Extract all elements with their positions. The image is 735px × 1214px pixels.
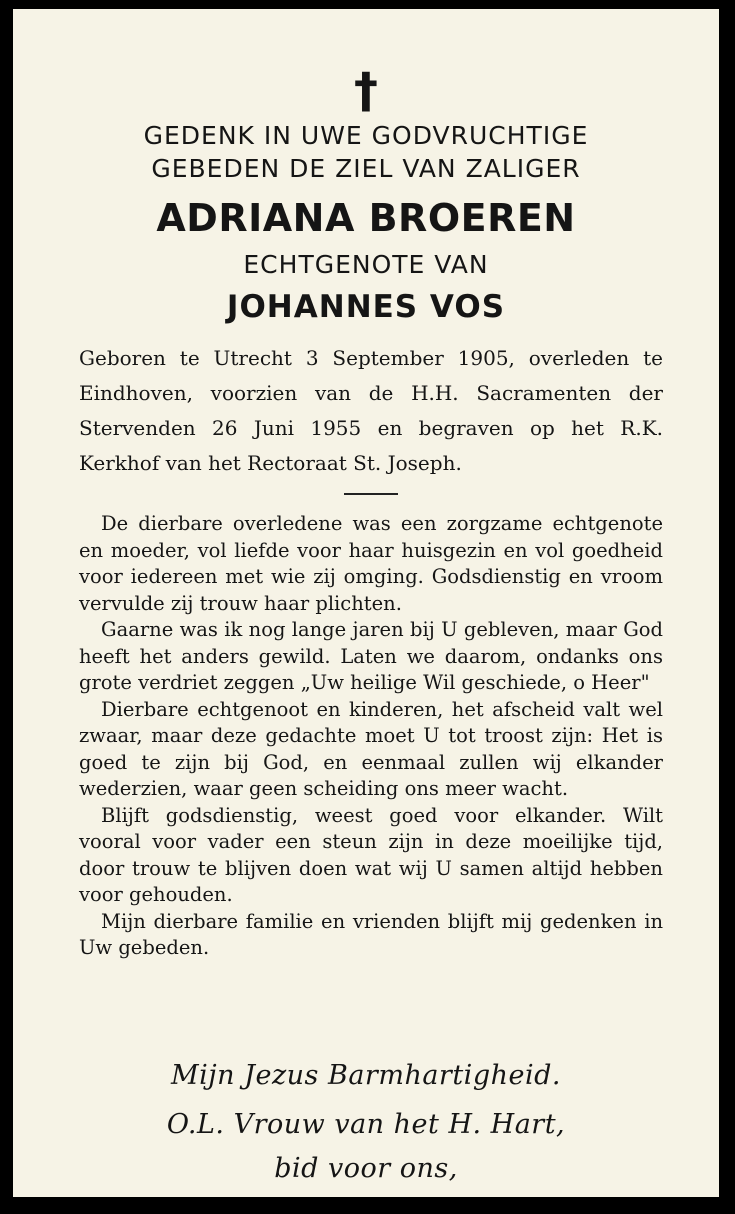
paragraph: Blijft godsdienstig, weest goed voor elkander. Wilt vooral voor vader een steun zijn in deze moeilijke tijd, door trouw te blijven doen wat wij U samen altijd hebben voor gehouden. bbox=[79, 803, 663, 906]
prayer-line-1: Mijn Jezus Barmhartigheid. bbox=[171, 1060, 561, 1091]
memorial-text bbox=[79, 511, 663, 962]
heading-line-1: GEDENK IN UWE GODVRUCHTIGE bbox=[143, 121, 589, 150]
spouse-name: JOHANNES VOS bbox=[226, 289, 506, 325]
memorial-card bbox=[13, 9, 719, 1197]
paragraph: Dierbare echtgenoot en kinderen, het afscheid valt wel zwaar, maar deze gedachte moet U tot troost zijn: Het is goed te zijn bij God, en eenmaal zullen wij elkander wederzien, waar geen scheiding ons meer wacht. bbox=[79, 697, 663, 800]
heading-line-2: GEBEDEN DE ZIEL VAN ZALIGER bbox=[151, 154, 581, 183]
prayer-line-3: bid voor ons, bbox=[274, 1153, 458, 1184]
spouse-label: ECHTGENOTE VAN bbox=[243, 250, 489, 279]
biography: Geboren te Utrecht 3 September 1905, overleden te Eindhoven, voorzien van de H.H. Sacramenten der Stervenden 26 Juni 1955 en begraven op het R.K. Kerkhof van het Rectoraat St. Joseph. bbox=[79, 346, 663, 475]
prayer-line-2: O.L. Vrouw van het H. Hart, bbox=[166, 1109, 566, 1140]
divider bbox=[344, 493, 398, 495]
paragraph: Gaarne was ik nog lange jaren bij U gebleven, maar God heeft het anders gewild. Laten we daarom, ondanks ons grote verdriet zeggen „Uw heilige Wil geschiede, o Heer" bbox=[79, 618, 663, 694]
cross-icon: † bbox=[354, 63, 378, 119]
paragraph: Mijn dierbare familie en vrienden blijft mij gedenken in Uw gebeden. bbox=[79, 909, 663, 959]
deceased-name: ADRIANA BROEREN bbox=[156, 196, 576, 240]
paragraph: De dierbare overledene was een zorgzame echtgenote en moeder, vol liefde voor haar huisgezin en vol goedheid voor iedereen met wie zij omging. Godsdienstig en vroom vervulde zij trouw haar plichten. bbox=[79, 512, 663, 615]
